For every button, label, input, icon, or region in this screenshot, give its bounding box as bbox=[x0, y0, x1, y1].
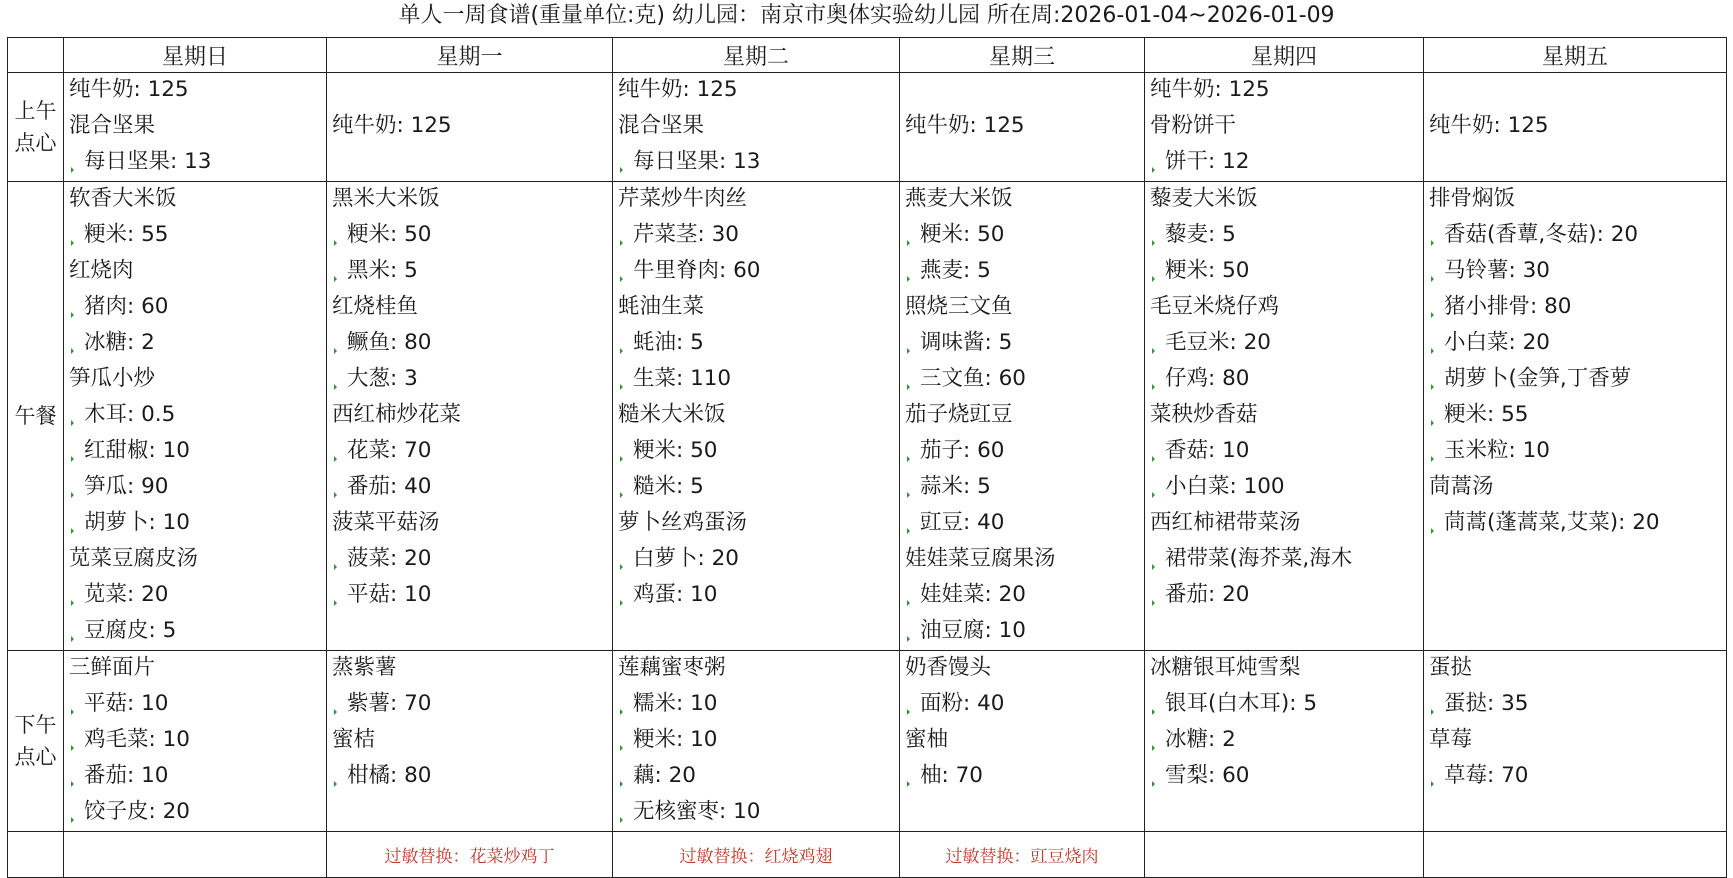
ingredient-line: 鸡蛋: 10 bbox=[613, 578, 899, 614]
meal-cell bbox=[1424, 182, 1727, 651]
dish-name: 黑米大米饭 bbox=[332, 186, 440, 211]
ingredient-line: 番茄: 20 bbox=[1145, 578, 1423, 614]
dish-name: 菜秧炒香菇 bbox=[1150, 402, 1258, 427]
dish-name: 冰糖银耳炖雪梨 bbox=[1150, 655, 1301, 680]
dish-name: 纯牛奶: 125 bbox=[1150, 77, 1270, 102]
ingredient-line: 生菜: 110 bbox=[613, 362, 899, 398]
ingredient-line: 草莓: 70 bbox=[1424, 759, 1726, 795]
ingredient-line: 苋菜: 20 bbox=[64, 578, 326, 614]
ingredient-line: 调味酱: 5 bbox=[900, 326, 1144, 362]
dish-name: 混合坚果 bbox=[618, 113, 705, 138]
day-header: 星期一 bbox=[327, 38, 613, 73]
allergy-row-label bbox=[8, 832, 64, 878]
ingredient-line: 香菇: 10 bbox=[1145, 434, 1423, 470]
meal-cell bbox=[613, 73, 900, 182]
meal-cell bbox=[900, 182, 1145, 651]
ingredient-line: 糙米: 5 bbox=[613, 470, 899, 506]
ingredient-line: 平菇: 10 bbox=[327, 578, 612, 614]
ingredient-line: 燕麦: 5 bbox=[900, 254, 1144, 290]
ingredient-line: 红甜椒: 10 bbox=[64, 434, 326, 470]
day-header: 星期二 bbox=[613, 38, 900, 73]
ingredient-line: 番茄: 10 bbox=[64, 759, 326, 795]
dish-name: 纯牛奶: 125 bbox=[905, 113, 1025, 138]
dish-name: 纯牛奶: 125 bbox=[1429, 113, 1549, 138]
dish-name: 娃娃菜豆腐果汤 bbox=[905, 546, 1056, 571]
ingredient-line: 芹菜茎: 30 bbox=[613, 218, 899, 254]
allergy-note: 过敏替换：花菜炒鸡丁 bbox=[327, 832, 613, 878]
row-label-lunch: 午餐 bbox=[8, 182, 64, 651]
ingredient-line: 花菜: 70 bbox=[327, 434, 612, 470]
meal-cell bbox=[327, 182, 613, 651]
ingredient-line: 每日坚果: 13 bbox=[613, 145, 899, 181]
dish-name: 草莓 bbox=[1429, 727, 1473, 752]
ingredient-line: 鸡毛菜: 10 bbox=[64, 723, 326, 759]
ingredient-line: 面粉: 40 bbox=[900, 687, 1144, 723]
ingredient-line: 猪小排骨: 80 bbox=[1424, 290, 1726, 326]
day-header: 星期五 bbox=[1424, 38, 1727, 73]
meal-cell bbox=[1424, 73, 1727, 182]
ingredient-line: 毛豆米: 20 bbox=[1145, 326, 1423, 362]
ingredient-line: 蒜米: 5 bbox=[900, 470, 1144, 506]
ingredient-line: 藜麦: 5 bbox=[1145, 218, 1423, 254]
ingredient-line: 仔鸡: 80 bbox=[1145, 362, 1423, 398]
meal-cell bbox=[1145, 73, 1424, 182]
ingredient-line: 马铃薯: 30 bbox=[1424, 254, 1726, 290]
dish-name: 蚝油生菜 bbox=[618, 294, 705, 319]
meal-cell bbox=[1145, 651, 1424, 832]
ingredient-line: 小白菜: 100 bbox=[1145, 470, 1423, 506]
ingredient-line: 香菇(香蕈,冬菇): 20 bbox=[1424, 218, 1726, 254]
dish-name: 芹菜炒牛肉丝 bbox=[618, 186, 748, 211]
header-row bbox=[8, 38, 1727, 73]
ingredient-line: 胡萝卜: 10 bbox=[64, 506, 326, 542]
dish-name: 蛋挞 bbox=[1429, 655, 1473, 680]
ingredient-line: 粳米: 55 bbox=[64, 218, 326, 254]
dish-name: 排骨焖饭 bbox=[1429, 186, 1516, 211]
allergy-note: 过敏替换：红烧鸡翅 bbox=[613, 832, 900, 878]
ingredient-line: 菠菜: 20 bbox=[327, 542, 612, 578]
dish-name: 菠菜平菇汤 bbox=[332, 510, 440, 535]
meal-cell bbox=[900, 651, 1145, 832]
dish-name: 西红柿裙带菜汤 bbox=[1150, 510, 1301, 535]
ingredient-line: 粳米: 10 bbox=[613, 723, 899, 759]
ingredient-line: 蛋挞: 35 bbox=[1424, 687, 1726, 723]
afternoon-snack-row bbox=[8, 651, 1727, 832]
ingredient-line: 平菇: 10 bbox=[64, 687, 326, 723]
dish-name: 骨粉饼干 bbox=[1150, 113, 1237, 138]
dish-name: 笋瓜小炒 bbox=[69, 366, 156, 391]
ingredient-line: 裙带菜(海芥菜,海木 bbox=[1145, 542, 1423, 578]
ingredient-line: 粳米: 55 bbox=[1424, 398, 1726, 434]
dish-name: 西红柿炒花菜 bbox=[332, 402, 462, 427]
ingredient-line: 胡萝卜(金笋,丁香萝 bbox=[1424, 362, 1726, 398]
ingredient-line: 玉米粒: 10 bbox=[1424, 434, 1726, 470]
ingredient-line: 饼干: 12 bbox=[1145, 145, 1423, 181]
ingredient-line: 豆腐皮: 5 bbox=[64, 614, 326, 650]
dish-name: 苋菜豆腐皮汤 bbox=[69, 546, 199, 571]
day-header: 星期三 bbox=[900, 38, 1145, 73]
ingredient-line: 每日坚果: 13 bbox=[64, 145, 326, 181]
ingredient-line: 油豆腐: 10 bbox=[900, 614, 1144, 650]
allergy-note bbox=[64, 832, 327, 878]
dish-name: 毛豆米烧仔鸡 bbox=[1150, 294, 1280, 319]
ingredient-line: 粳米: 50 bbox=[1145, 254, 1423, 290]
dish-name: 红烧肉 bbox=[69, 258, 134, 283]
allergy-note bbox=[1145, 832, 1424, 878]
dish-name: 茼蒿汤 bbox=[1429, 474, 1494, 499]
dish-name: 混合坚果 bbox=[69, 113, 156, 138]
ingredient-line: 大葱: 3 bbox=[327, 362, 612, 398]
ingredient-line: 三文鱼: 60 bbox=[900, 362, 1144, 398]
meal-cell bbox=[1424, 651, 1727, 832]
meal-cell bbox=[1145, 182, 1424, 651]
dish-name: 萝卜丝鸡蛋汤 bbox=[618, 510, 748, 535]
ingredient-line: 猪肉: 60 bbox=[64, 290, 326, 326]
ingredient-line: 糯米: 10 bbox=[613, 687, 899, 723]
dish-name: 纯牛奶: 125 bbox=[69, 77, 189, 102]
ingredient-line: 藕: 20 bbox=[613, 759, 899, 795]
ingredient-line: 笋瓜: 90 bbox=[64, 470, 326, 506]
ingredient-line: 柑橘: 80 bbox=[327, 759, 612, 795]
ingredient-line: 黑米: 5 bbox=[327, 254, 612, 290]
dish-name: 软香大米饭 bbox=[69, 186, 177, 211]
page-title: 单人一周食谱(重量单位:克) 幼儿园：南京市奥体实验幼儿园 所在周:2026-01-04~2026-01-09 bbox=[398, 3, 1335, 28]
meal-cell bbox=[64, 651, 327, 832]
dish-name: 奶香馒头 bbox=[905, 655, 992, 680]
dish-name: 蜜柚 bbox=[905, 727, 949, 752]
ingredient-line: 娃娃菜: 20 bbox=[900, 578, 1144, 614]
ingredient-line: 小白菜: 20 bbox=[1424, 326, 1726, 362]
meal-cell bbox=[327, 651, 613, 832]
dish-name: 三鲜面片 bbox=[69, 655, 156, 680]
weekly-menu-table bbox=[7, 37, 1727, 878]
ingredient-line: 粳米: 50 bbox=[327, 218, 612, 254]
ingredient-line: 银耳(白木耳): 5 bbox=[1145, 687, 1423, 723]
day-header: 星期日 bbox=[64, 38, 327, 73]
dish-name: 糙米大米饭 bbox=[618, 402, 726, 427]
allergy-note: 过敏替换：豇豆烧肉 bbox=[900, 832, 1145, 878]
dish-name: 纯牛奶: 125 bbox=[618, 77, 738, 102]
corner-cell bbox=[8, 38, 64, 73]
ingredient-line: 牛里脊肉: 60 bbox=[613, 254, 899, 290]
meal-cell bbox=[900, 73, 1145, 182]
ingredient-line: 茄子: 60 bbox=[900, 434, 1144, 470]
dish-name: 蒸紫薯 bbox=[332, 655, 397, 680]
ingredient-line: 茼蒿(蓬蒿菜,艾菜): 20 bbox=[1424, 506, 1726, 542]
dish-name: 燕麦大米饭 bbox=[905, 186, 1013, 211]
ingredient-line: 冰糖: 2 bbox=[1145, 723, 1423, 759]
meal-cell bbox=[613, 651, 900, 832]
meal-cell bbox=[64, 182, 327, 651]
ingredient-line: 粳米: 50 bbox=[613, 434, 899, 470]
meal-cell bbox=[613, 182, 900, 651]
ingredient-line: 木耳: 0.5 bbox=[64, 398, 326, 434]
dish-name: 藜麦大米饭 bbox=[1150, 186, 1258, 211]
dish-name: 纯牛奶: 125 bbox=[332, 113, 452, 138]
ingredient-line: 无核蜜枣: 10 bbox=[613, 795, 899, 831]
dish-name: 照烧三文鱼 bbox=[905, 294, 1013, 319]
dish-name: 红烧桂鱼 bbox=[332, 294, 419, 319]
ingredient-line: 番茄: 40 bbox=[327, 470, 612, 506]
ingredient-line: 紫薯: 70 bbox=[327, 687, 612, 723]
meal-cell bbox=[64, 73, 327, 182]
row-label-morning: 上午点心 bbox=[8, 73, 64, 182]
ingredient-line: 雪梨: 60 bbox=[1145, 759, 1423, 795]
ingredient-line: 饺子皮: 20 bbox=[64, 795, 326, 831]
ingredient-line: 蚝油: 5 bbox=[613, 326, 899, 362]
dish-name: 茄子烧豇豆 bbox=[905, 402, 1013, 427]
meal-cell bbox=[327, 73, 613, 182]
ingredient-line: 鳜鱼: 80 bbox=[327, 326, 612, 362]
day-header: 星期四 bbox=[1145, 38, 1424, 73]
dish-name: 莲藕蜜枣粥 bbox=[618, 655, 726, 680]
dish-name: 蜜桔 bbox=[332, 727, 376, 752]
allergy-row bbox=[8, 832, 1727, 878]
ingredient-line: 粳米: 50 bbox=[900, 218, 1144, 254]
ingredient-line: 柚: 70 bbox=[900, 759, 1144, 795]
ingredient-line: 豇豆: 40 bbox=[900, 506, 1144, 542]
ingredient-line: 冰糖: 2 bbox=[64, 326, 326, 362]
morning-snack-row bbox=[8, 73, 1727, 182]
row-label-afternoon: 下午点心 bbox=[8, 651, 64, 832]
allergy-note bbox=[1424, 832, 1727, 878]
lunch-row bbox=[8, 182, 1727, 651]
ingredient-line: 白萝卜: 20 bbox=[613, 542, 899, 578]
